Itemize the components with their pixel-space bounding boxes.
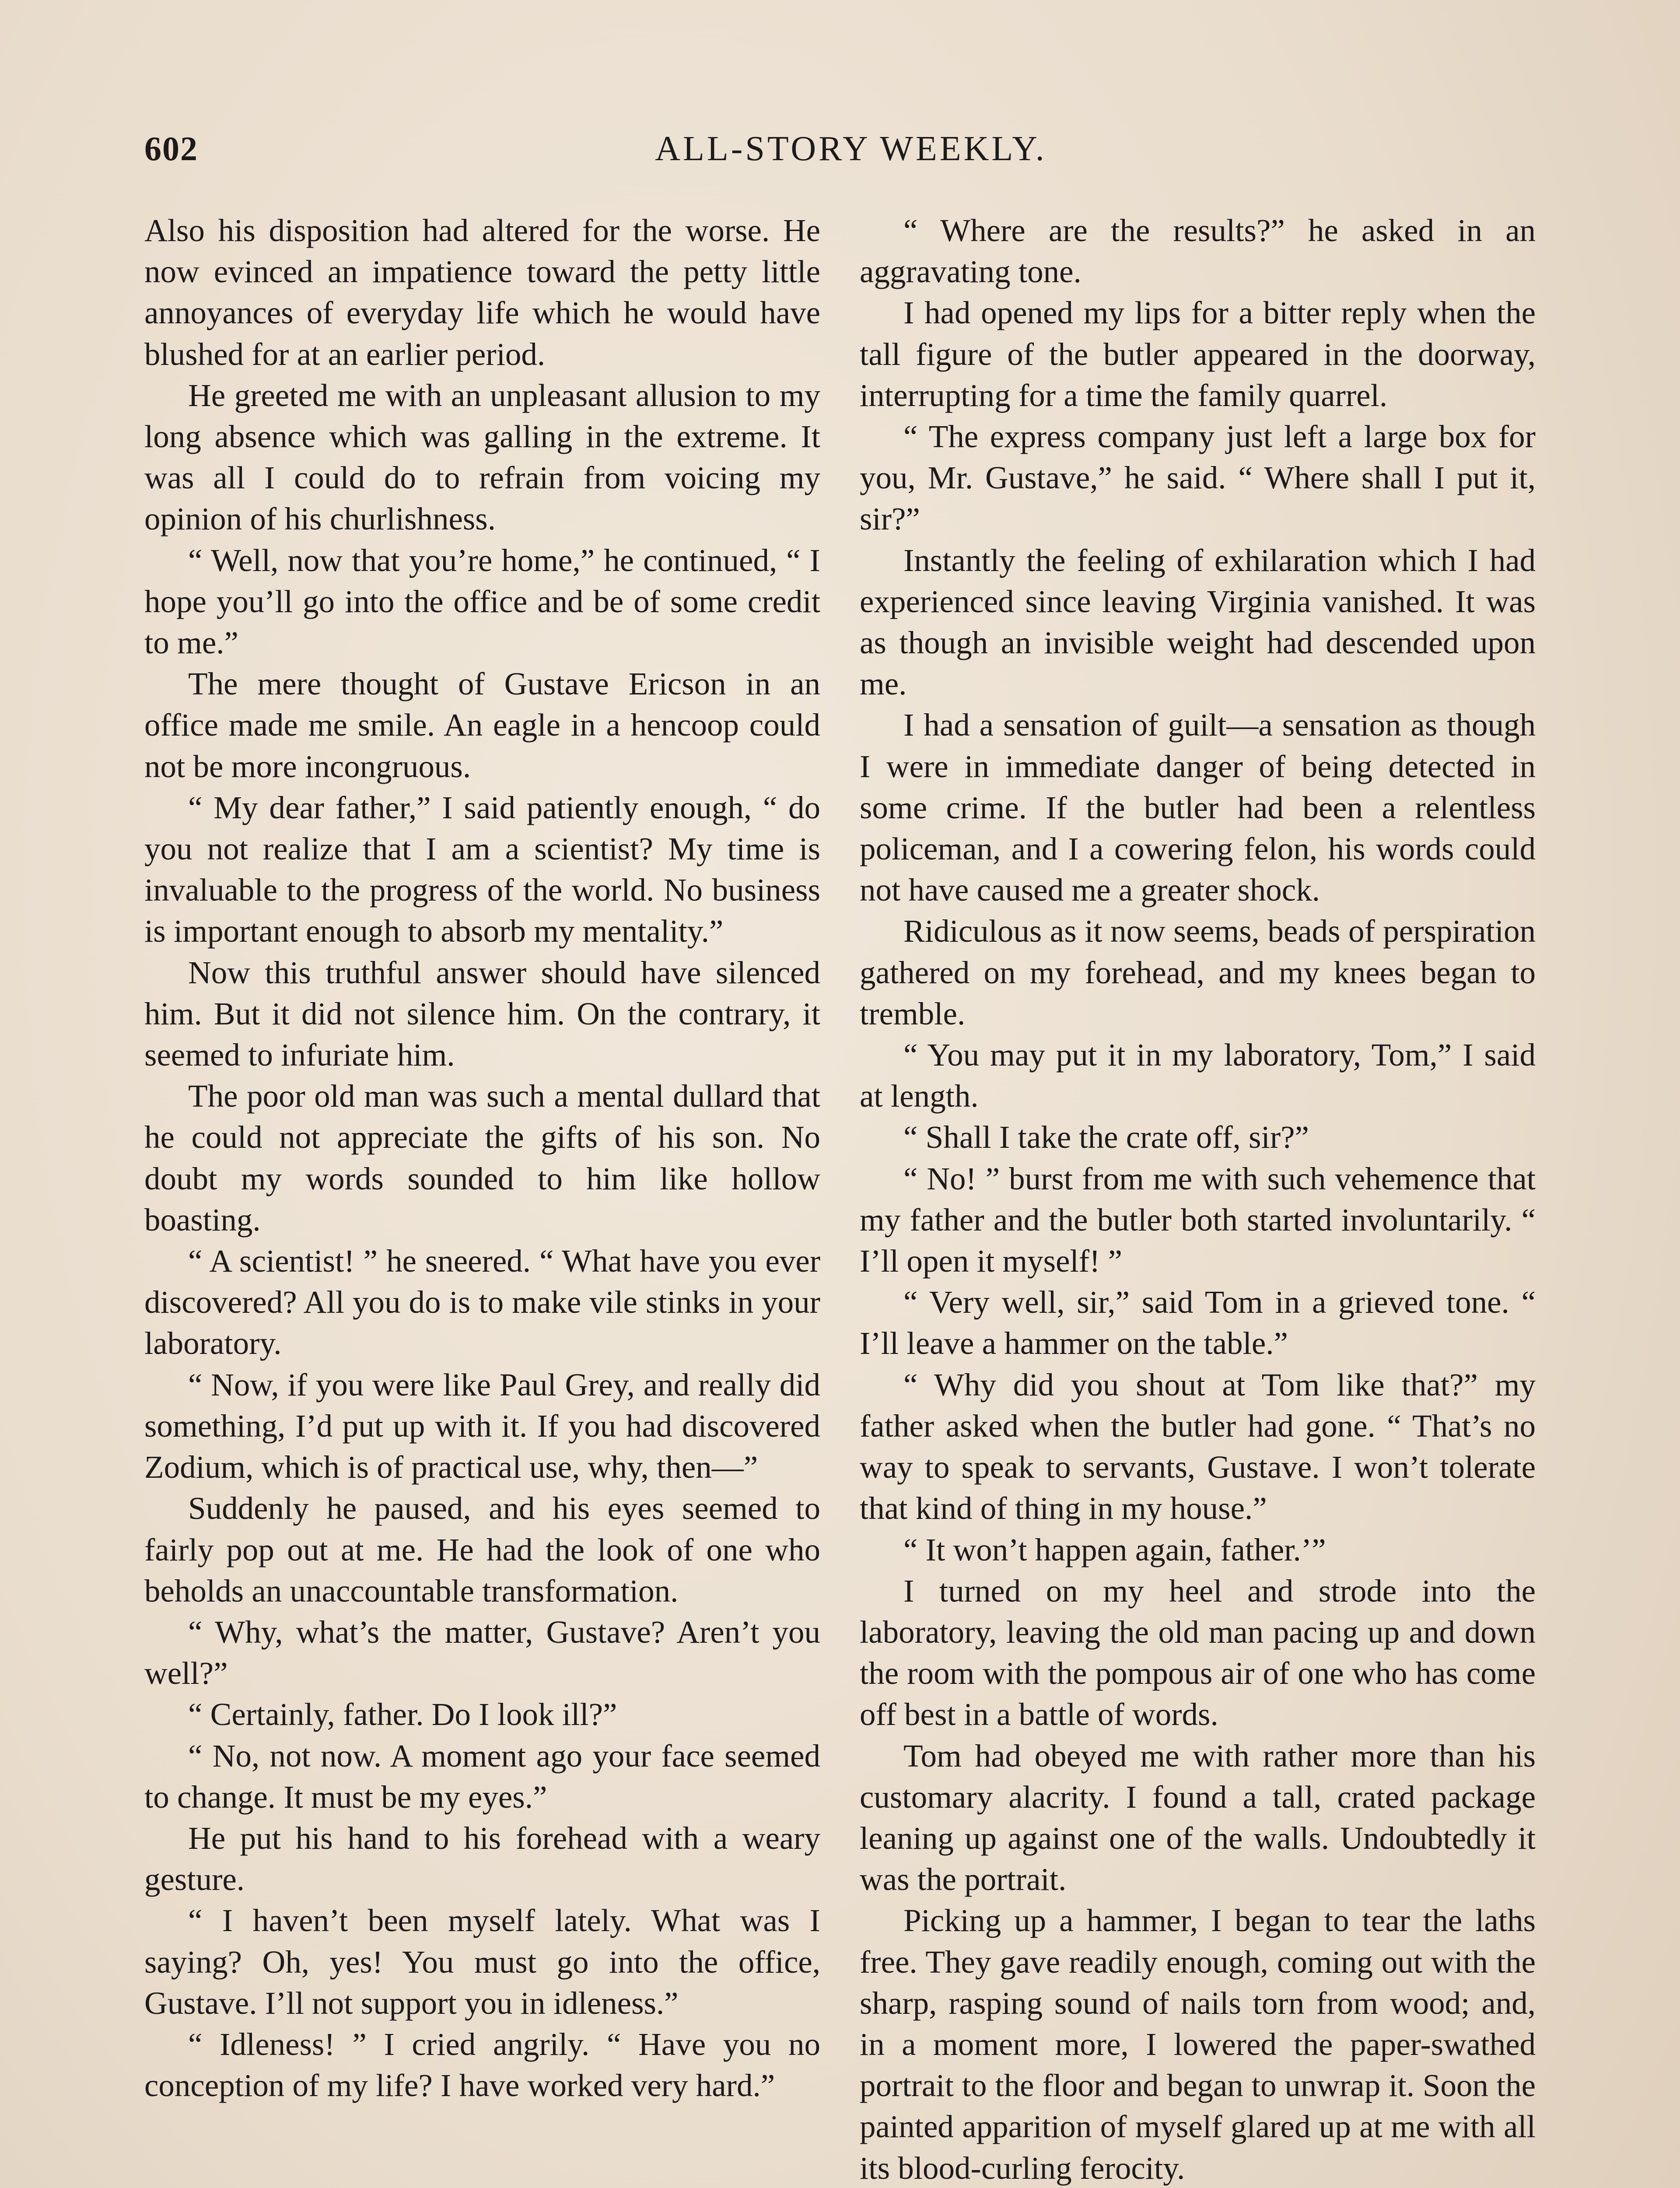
running-title: ALL-STORY WEEKLY.: [655, 130, 1047, 168]
paragraph: Instantly the feeling of exhilaration which I had experienced since leaving Virginia vanished. It was as though an invisible weight had descended upon me.: [860, 542, 1536, 702]
paragraph: He greeted me with an unpleasant allusion to my long absence which was galling in the extreme. It was all I could do to refrain from voicing my opinion of his churlishness.: [144, 377, 820, 537]
paragraph: “ My dear father,” I said patiently enough, “ do you not realize that I am a scientist? My time is invaluable to the progress of the world. No business is important enough to absorb my mentality.”: [144, 789, 820, 949]
paragraph: “ Certainly, father. Do I look ill?”: [188, 1697, 617, 1732]
paragraph: “ No, not now. A moment ago your face seemed to change. It must be my eyes.”: [144, 1738, 820, 1815]
paragraph: I had opened my lips for a bitter reply when the tall figure of the butler appeared in the doorway, interrupting for a time the family quarrel.: [860, 295, 1536, 413]
page-number: 602: [144, 130, 198, 168]
paragraph: I had a sensation of guilt—a sensation as though I were in immediate danger of being detected in some crime. If the butler had been a relentless policeman, and I a cowering felon, his words could not have caused me a greater shock.: [860, 707, 1536, 908]
paragraph: Now this truthful answer should have silenced him. But it did not silence him. On the contrary, it seemed to infuriate him.: [144, 954, 820, 1073]
paragraph: “ Very well, sir,” said Tom in a grieved tone. “ I’ll leave a hammer on the table.”: [860, 1284, 1536, 1361]
paragraph: Picking up a hammer, I began to tear the laths free. They gave readily enough, coming out with the sharp, rasping sound of nails torn from wood; and, in a moment more, I lowered the paper-swathed portrait to the floor and began to unwrap it. Soon the painted apparition of myself glared up at me with all its blood-curling ferocity.: [860, 1903, 1536, 2186]
paragraph: “ Why did you shout at Tom like that?” my father asked when the butler had gone. “ That’s no way to speak to servants, Gustave. I won’t tolerate that kind of thing in my house.”: [860, 1367, 1536, 1526]
paragraph: “ I haven’t been myself lately. What was I saying? Oh, yes! You must go into the office, Gustave. I’ll not support you in idleness.”: [144, 1903, 820, 2021]
paragraph: The mere thought of Gustave Ericson in an office made me smile. An eagle in a hencoop could not be more incongruous.: [144, 666, 820, 784]
paragraph: Tom had obeyed me with rather more than his customary alacrity. I found a tall, crated package leaning up against one of the walls. Undoubtedly it was the portrait.: [860, 1738, 1536, 1897]
paragraph: The poor old man was such a mental dullard that he could not appreciate the gifts of his son. No doubt my words sounded to him like hollow boasting.: [144, 1078, 820, 1238]
paragraph: “ Where are the results?” he asked in an aggravating tone.: [860, 213, 1536, 290]
paragraph: “ Why, what’s the matter, Gustave? Aren’t you well?”: [144, 1614, 820, 1691]
paragraph: “ It won’t happen again, father.’”: [903, 1532, 1326, 1567]
paragraph: Suddenly he paused, and his eyes seemed to fairly pop out at me. He had the look of one who beholds an unaccountable transformation.: [144, 1490, 820, 1609]
page-header: [144, 129, 1558, 177]
paragraph: Also his disposition had altered for the worse. He now evinced an impatience toward the petty little annoyances of everyday life which he would have blushed for at an earlier period.: [144, 213, 820, 372]
paragraph: “ You may put it in my laboratory, Tom,” I said at length.: [860, 1037, 1536, 1114]
paragraph: “ Well, now that you’re home,” he continued, “ I hope you’ll go into the office and be of some credit to me.”: [144, 542, 820, 661]
paragraph: “ Shall I take the crate off, sir?”: [903, 1119, 1309, 1155]
paragraph: “ Idleness! ” I cried angrily. “ Have you no conception of my life? I have worked very hard.”: [144, 2026, 820, 2104]
paragraph: He put his hand to his forehead with a weary gesture.: [144, 1820, 820, 1897]
paragraph: “ No! ” burst from me with such vehemence that my father and the butler both started involuntarily. “ I’ll open it myself! ”: [860, 1161, 1536, 1279]
paragraph: “ A scientist! ” he sneered. “ What have you ever discovered? All you do is to make vile stinks in your laboratory.: [144, 1243, 820, 1361]
right-column: [860, 210, 1536, 2188]
paragraph: “ The express company just left a large box for you, Mr. Gustave,” he said. “ Where shall I put it, sir?”: [860, 419, 1536, 537]
paragraph: I turned on my heel and strode into the laboratory, leaving the old man pacing up and down the room with the pompous air of one who has come off best in a battle of words.: [860, 1573, 1536, 1732]
paragraph: Ridiculous as it now seems, beads of perspiration gathered on my forehead, and my knees began to tremble.: [860, 913, 1536, 1031]
paragraph: “ Now, if you were like Paul Grey, and really did something, I’d put up with it. If you had discovered Zodium, which is of practical use, why, then—”: [144, 1367, 820, 1485]
left-column: [144, 210, 820, 2106]
